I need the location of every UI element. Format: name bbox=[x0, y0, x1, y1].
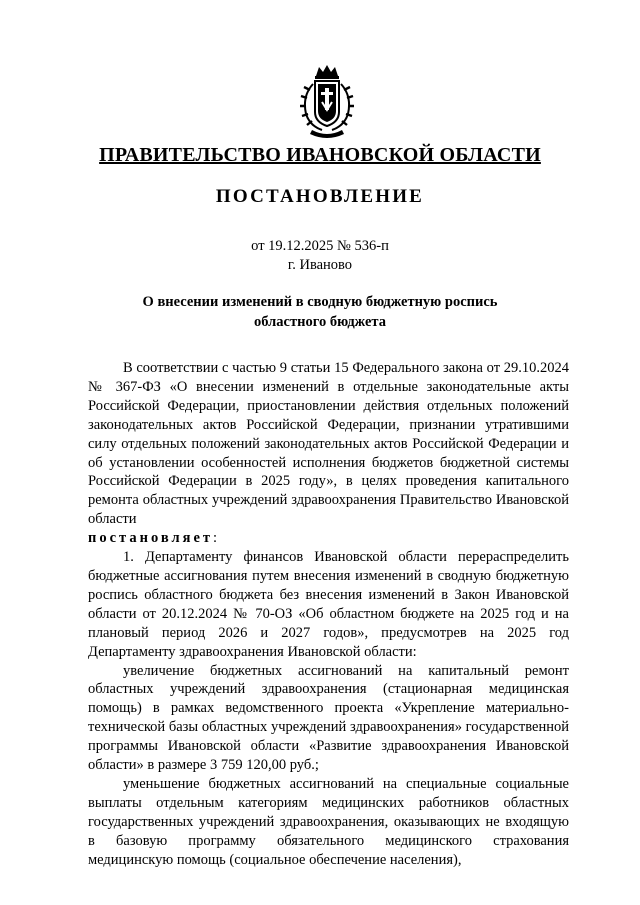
coat-of-arms-icon bbox=[292, 62, 362, 140]
intro-text: В соответствии с частью 9 статьи 15 Федерального закона от 29.10.2024 № 367-ФЗ «О внесении изменений в отдельные законодательные акты Российской Федерации, приостановлении действия отдельных положений законодательных актов Российской Федерации, признании утратившими силу отдельных положений законодательных актов Российской Федерации и об установлении особенностей исполнения бюджетов бюджетной системы Российской Федерации в 2025 году», в целях проведения капитального ремонта областных учреждений здравоохранения Правительство Ивановской области bbox=[88, 360, 569, 528]
decree-line bbox=[88, 529, 569, 548]
document-type: ПОСТАНОВЛЕНИЕ bbox=[215, 186, 425, 207]
city: г. Иваново bbox=[287, 257, 353, 273]
decree-word: постановляет bbox=[88, 530, 214, 547]
document-subject bbox=[0, 292, 640, 332]
intro-paragraph bbox=[88, 359, 569, 529]
item-1-paragraph: 1. Департаменту финансов Ивановской области перераспределить бюджетные ассигнования путем внесения изменений в сводную бюджетную роспись областного бюджета без внесения изменений в Закон Ивановской области от 20.12.2024 № 70-ОЗ «Об областном бюджете на 2025 год и на плановый период 2026 и 2027 годов», предусмотрев на 2025 год Департаменту здравоохранения Ивановской области: bbox=[88, 549, 569, 660]
date-number: от 19.12.2025 № 536-п bbox=[251, 238, 389, 254]
subject-line-1: О внесении изменений в сводную бюджетную роспись bbox=[142, 294, 498, 310]
subject-line-2: областного бюджета bbox=[254, 314, 386, 330]
decrease-paragraph: уменьшение бюджетных ассигнований на специальные социальные выплаты отдельным категориям медицинских работников областных государственных учреждений здравоохранения, оказывающих не входящую в базовую программу обязательного медицинского страхования медицинскую помощь (социальное обеспечение населения), bbox=[88, 775, 569, 868]
decree-colon: : bbox=[213, 530, 218, 547]
increase-paragraph: увеличение бюджетных ассигнований на капитальный ремонт областных учреждений здравоохранения (стационарная медицинская помощь) в рамках ведомственного проекта «Укрепление материально-технической базы областных учреждений здравоохранения» государственной программы Ивановской области «Развитие здравоохранения Ивановской области» в размере 3 759 120,00 руб.; bbox=[88, 662, 569, 774]
document-body bbox=[88, 359, 569, 869]
government-title: ПРАВИТЕЛЬСТВО ИВАНОВСКОЙ ОБЛАСТИ bbox=[99, 144, 541, 166]
